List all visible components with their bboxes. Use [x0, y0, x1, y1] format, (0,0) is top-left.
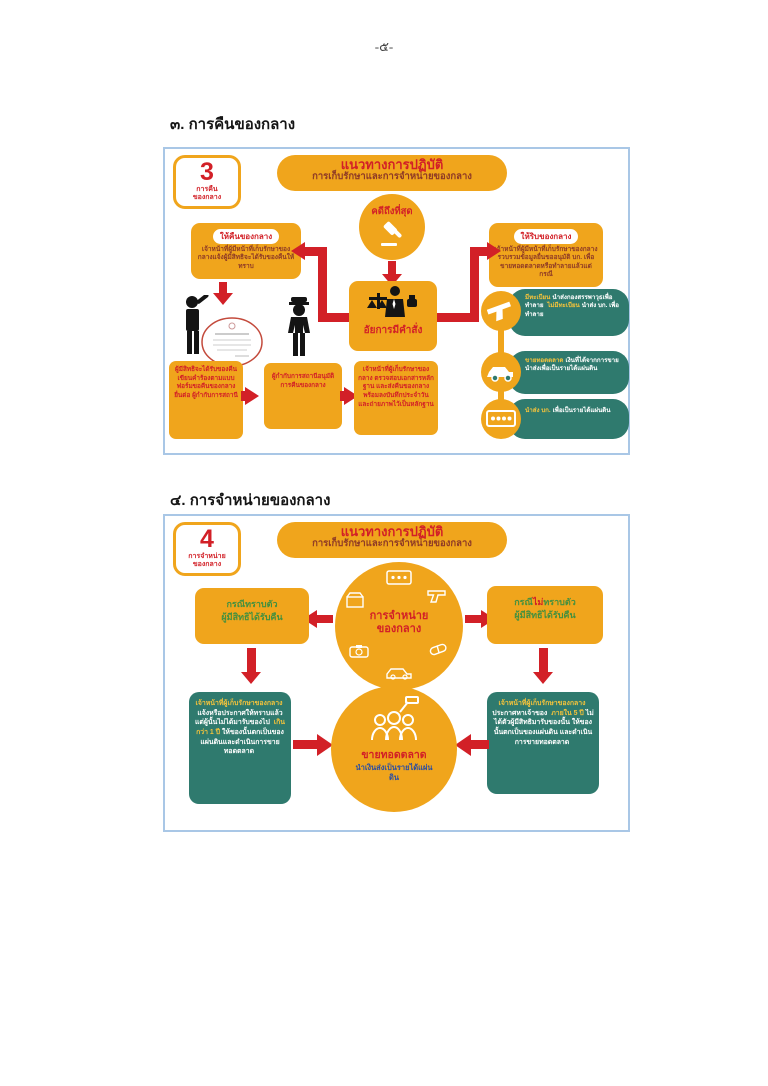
badge-label: ของกลาง: [192, 561, 222, 568]
return-order-title: ให้คืนของกลาง: [213, 229, 279, 244]
arrow-down-icon: [213, 293, 233, 305]
arrow-shaft: [539, 648, 548, 672]
keyword: นำส่ง บก.: [525, 407, 551, 414]
page-number: -๕-: [374, 39, 394, 54]
subtitle-text: การเก็บรักษาและการจำหน่ายของกลาง: [312, 171, 472, 183]
auction-title: ขายทอดตลาด: [361, 749, 427, 761]
scales-prosecutor-icon: [365, 285, 421, 321]
forfeit-item-money: [509, 399, 629, 439]
text: นำส่งกองสรรพาวุธเพื่อทำลาย: [525, 294, 613, 310]
badge-number: 4: [200, 525, 214, 553]
infographic-title: [277, 155, 507, 191]
arrow-shaft: [388, 261, 396, 274]
money-circle: [481, 399, 521, 439]
disposal-circle: [335, 562, 463, 690]
infographic-title: [277, 522, 507, 558]
title-text: แนวทางการปฏิบัติ: [340, 524, 444, 539]
subtitle-text: การเก็บรักษาและการจำหน่ายของกลาง: [312, 538, 472, 550]
arrow-shaft: [437, 313, 470, 322]
car-icon: [385, 666, 413, 680]
keyword: ขายทอดตลาด: [525, 357, 564, 364]
arrow-shaft: [465, 615, 481, 623]
step-box-request: ผู้มีสิทธิจะได้รับของคืน เขียนคำร้องตามแบบฟอร์มขอคืนของกลาง ยื่นต่อ ผู้กำกับการสถานี: [169, 361, 243, 439]
text: เงินที่ได้จากการขาย นำส่งเพื่อเป็นรายได้แผ่นดิน: [525, 357, 619, 373]
gun-icon: [427, 588, 447, 604]
banknote-icon: [486, 408, 516, 430]
text: นำส่ง บก. เพื่อทำลาย: [525, 302, 620, 318]
prosecutor-label: อัยการมีคำสั่ง: [363, 325, 423, 336]
camera-icon: [349, 644, 369, 658]
forfeit-item-auction: [509, 351, 629, 394]
final-case-label: คดีถึงที่สุด: [371, 206, 413, 217]
arrow-shaft: [305, 247, 318, 256]
vehicle-icon: [486, 360, 516, 384]
known-detail-box: เจ้าหน้าที่ผู้เก็บรักษาของกลางแจ้งหรือประกาศให้ทราบแล้วแต่ผู้นั้นไม่ได้มารับของไป เกินกว่า 1 ปี ให้ของนั้นตกเป็นของแผ่นดินและดำเนินการขายทอดตลาด: [189, 692, 291, 804]
infographic-return: [163, 147, 630, 455]
section-heading-return: ๓. การคืนของกลาง: [170, 116, 296, 133]
arrow-shaft: [340, 391, 346, 401]
title-text: แนวทางการปฏิบัติ: [340, 157, 444, 172]
arrow-left-icon: [291, 242, 305, 260]
prosecutor-box: [349, 281, 437, 351]
infographic-disposal: [163, 514, 630, 832]
known-owner-box: กรณีทราบตัว ผู้มีสิทธิได้รับคืน: [195, 588, 309, 644]
step-box-approve: ผู้กำกับการสถานีอนุมัติการคืนของกลาง: [264, 363, 342, 429]
arrow-shaft: [471, 740, 489, 749]
certificate-icon: [201, 317, 263, 367]
badge-label: การจำหน่าย: [188, 553, 226, 560]
text: เพื่อเป็นรายได้แผ่นดิน: [552, 407, 611, 414]
forfeit-order-title: ให้ริบของกลาง: [514, 229, 579, 244]
gun-icon: [487, 300, 515, 322]
arrow-shaft: [470, 247, 479, 322]
forfeit-order-box: [489, 223, 603, 287]
arrow-shaft: [247, 648, 256, 672]
badge-label: ของกลาง: [192, 194, 222, 201]
return-order-body: เจ้าหน้าที่ผู้มีหน้าที่เก็บรักษาของกลางแจ้งผู้มีสิทธิจะได้รับของคืนให้ทราบ: [197, 246, 295, 270]
auction-subtitle: นำเงินส่งเป็นรายได้แผ่นดิน: [355, 763, 433, 782]
unknown-owner-box: กรณีไม่ทราบตัว ผู้มีสิทธิได้รับคืน: [487, 586, 603, 644]
final-case-circle: [359, 194, 425, 260]
step-box-return: เจ้าหน้าที่ผู้เก็บรักษาของกลาง ตรวจสอบเอกสารหลักฐาน และส่งคืนของกลาง พร้อมลงบันทึกประจำวันและถ่ายภาพไว้เป็นหลักฐาน: [354, 361, 438, 435]
firearm-circle: [481, 291, 521, 331]
arrow-shaft: [318, 247, 327, 322]
arrow-shaft: [219, 282, 227, 293]
badge-label: การคืน: [196, 186, 218, 193]
keyword: มีทะเบียน: [525, 294, 551, 301]
not-keyword: ไม่: [532, 597, 544, 607]
forfeit-item-firearm: [509, 289, 629, 336]
arrow-shaft: [293, 740, 317, 749]
arrow-right-icon: [245, 387, 259, 405]
arrow-down-icon: [241, 672, 261, 684]
section-heading-disposal: ๔. การจำหน่ายของกลาง: [170, 492, 331, 509]
return-order-box: [191, 223, 301, 279]
box-icon: [345, 592, 365, 608]
gavel-icon: [377, 221, 407, 247]
badge-number: 3: [200, 158, 214, 186]
auction-crowd-icon: [362, 696, 426, 744]
arrow-shaft: [241, 391, 247, 401]
arrow-shaft: [317, 615, 333, 623]
arrow-down-icon: [533, 672, 553, 684]
disposal-circle-label: การจำหน่าย ของกลาง: [369, 610, 429, 635]
arrow-left-icon: [455, 734, 471, 756]
unknown-detail-box: เจ้าหน้าที่ผู้เก็บรักษาของกลางประกาศหาเจ้าของ ภายใน 5 ปี ไม่ได้ตัวผู้มีสิทธิมารับของนั้น ให้ของนั้นตกเป็นของแผ่นดิน และดำเนินการขายทอดตลาด: [487, 692, 599, 794]
forfeit-order-body: เจ้าหน้าที่ผู้มีหน้าที่เก็บรักษาของกลางรวบรวมข้อมูลยื่นขออนุมัติ บก. เพื่อขายทอดตลาดหรือทำลายแล้วแต่กรณี: [494, 246, 598, 279]
auction-circle: [331, 686, 457, 812]
police-officer-icon: [281, 297, 317, 357]
keyword: ไม่มีทะเบียน: [547, 302, 580, 310]
step-badge: [173, 155, 241, 209]
step-badge: [173, 522, 241, 576]
arrow-right-icon: [487, 242, 501, 260]
vehicle-circle: [481, 352, 521, 392]
pills-icon: [429, 642, 449, 656]
banknote-icon: [386, 570, 412, 586]
